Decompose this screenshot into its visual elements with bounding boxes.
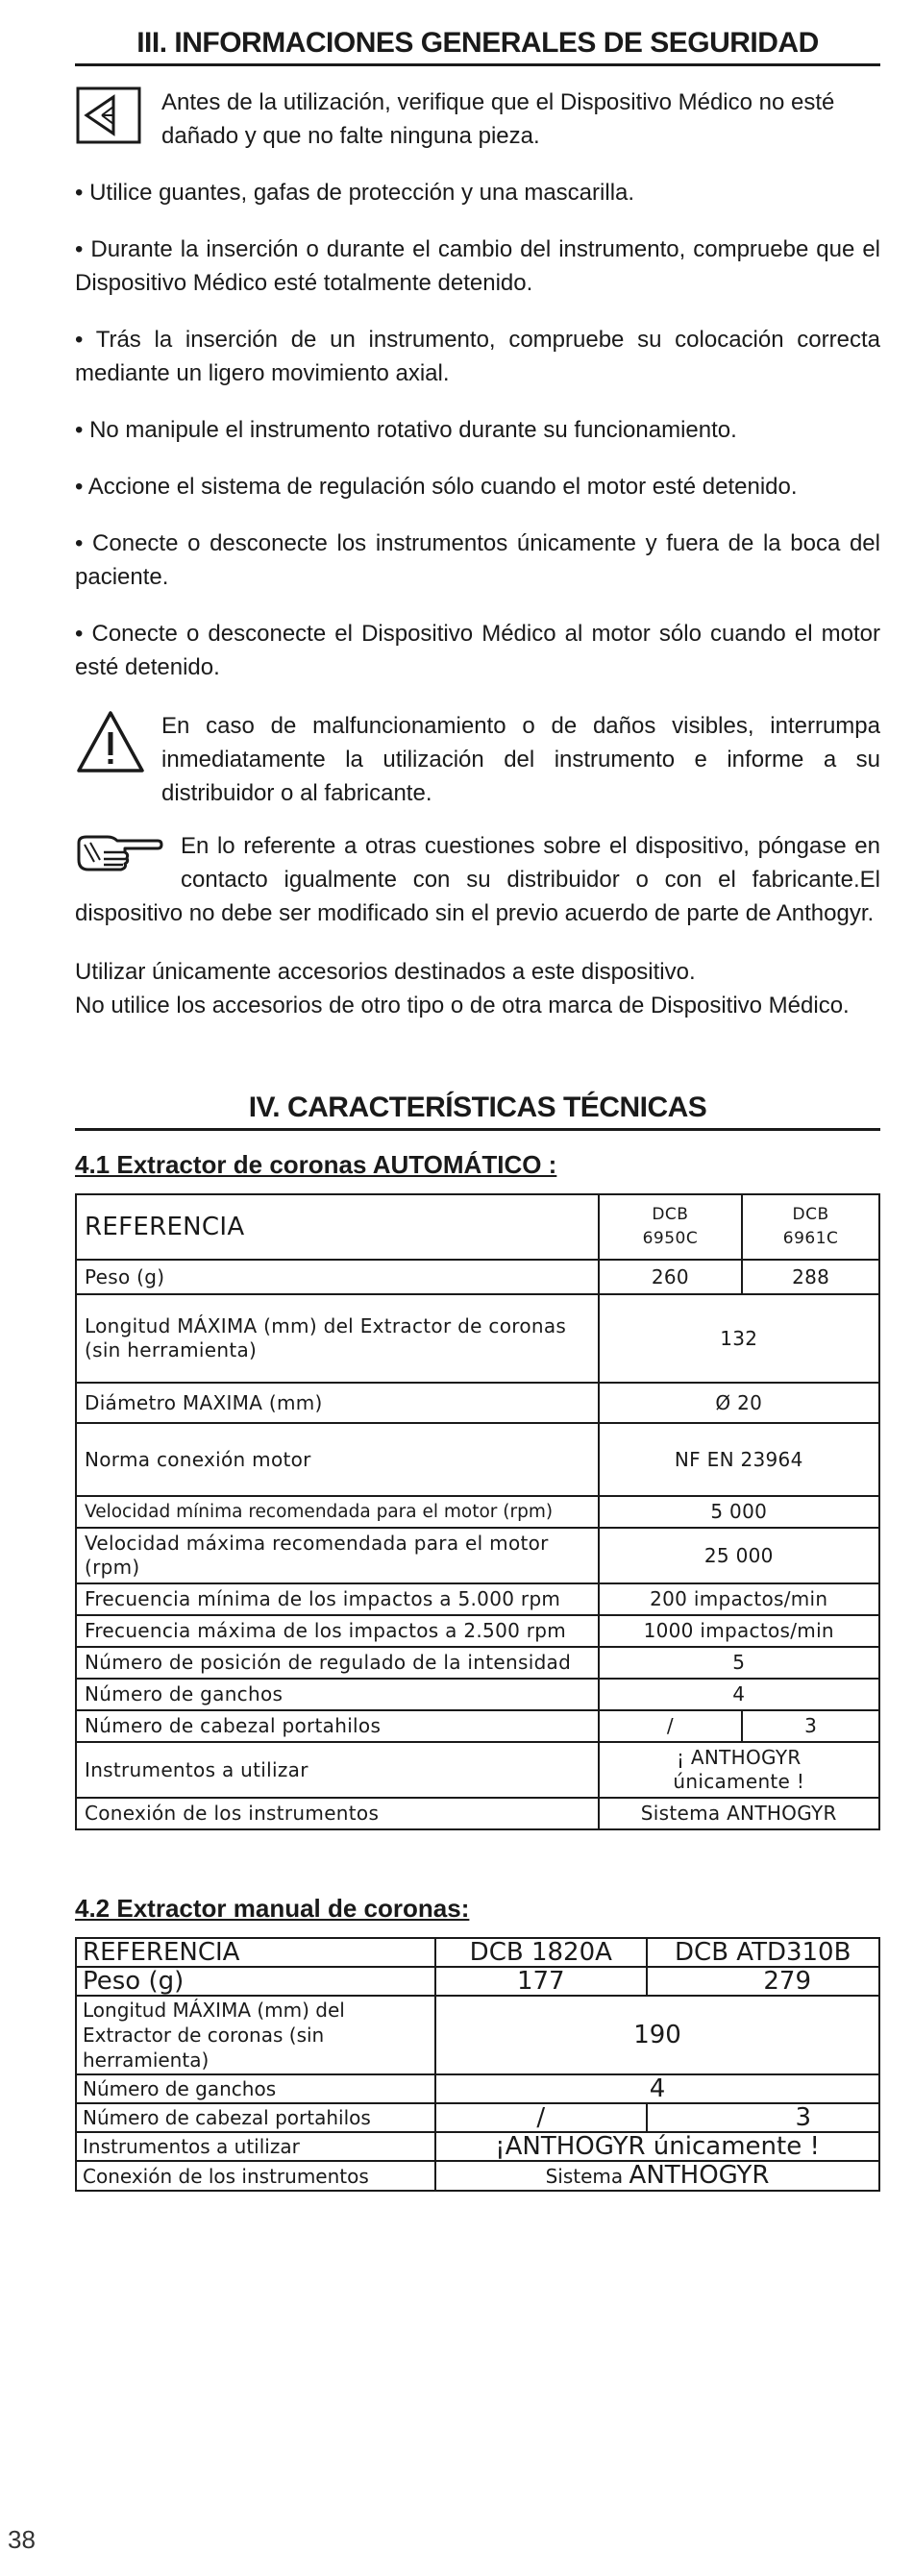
cabezal-a: /: [435, 2103, 646, 2132]
accessories-text: [75, 955, 880, 1022]
instrumentos-line-2: únicamente !: [673, 1770, 805, 1793]
fmin-value: 200 impactos/min: [599, 1583, 879, 1615]
instrumentos-label: Instrumentos a utilizar: [76, 1742, 599, 1798]
section-3-title: III. INFORMACIONES GENERALES DE SEGURIDAD: [75, 0, 880, 66]
vmin-label: Velocidad mínima recomendada para el motor (rpm): [76, 1496, 599, 1528]
intro-block: [75, 86, 880, 153]
table-row: [76, 1798, 879, 1829]
ref-label: REFERENCIA: [76, 1194, 599, 1260]
ref-a: [599, 1194, 743, 1260]
table-row: [76, 1294, 879, 1383]
table-row: [76, 1647, 879, 1679]
table-row: [76, 1423, 879, 1496]
npos-value: 5: [599, 1647, 879, 1679]
conexion-label: Conexión de los instrumentos: [76, 1798, 599, 1829]
instrumentos-value: ¡ANTHOGYR únicamente !: [435, 2132, 879, 2161]
table-row: [76, 1710, 879, 1742]
pointing-hand-icon: [75, 833, 163, 883]
table-row: [76, 1383, 879, 1423]
cabezal-label: Número de cabezal portahilos: [76, 1710, 599, 1742]
bullet-connect-instruments: • Conecte o desconecte los instrumentos únicamente y fuera de la boca del paciente.: [75, 530, 880, 590]
bullet-rotary: • No manipule el instrumento rotativo durante su funcionamiento.: [75, 417, 737, 443]
table-row: [76, 1742, 879, 1798]
warning-text: En caso de malfuncionamiento o de daños visibles, interrumpa inmediatamente la utilización del instrumento e informe a su distribuidor o al fabricante.: [161, 713, 880, 806]
table-row: [76, 2161, 879, 2191]
longitud-value: 132: [599, 1294, 879, 1383]
ref-b: [742, 1194, 879, 1260]
page-content: [75, 0, 880, 2192]
conexion-value: Sistema ANTHOGYR: [599, 1798, 879, 1829]
peso-b: 279: [647, 1967, 880, 1996]
norma-label: Norma conexión motor: [76, 1423, 599, 1496]
table-row: [76, 1260, 879, 1294]
diametro-value: Ø 20: [599, 1383, 879, 1423]
note-text: En lo referente a otras cuestiones sobre el dispositivo, póngase en contacto igualmente con su distribuidor o con el fabricante.El dispositivo no debe ser modificado sin el previo acuerdo de parte de Anthogyr.: [75, 833, 880, 926]
conexion-label: Conexión de los instrumentos: [76, 2161, 435, 2191]
manual-extractor-table: [75, 1937, 880, 2192]
bullet-gloves: • Utilice guantes, gafas de protección y una mascarilla.: [75, 180, 635, 206]
accessories-line-1: Utilizar únicamente accesorios destinados a este dispositivo.: [75, 959, 696, 985]
ref-b-line-1: DCB: [792, 1205, 829, 1224]
bullet-regulation: • Accione el sistema de regulación sólo cuando el motor esté detenido.: [75, 474, 798, 500]
bullet-connect-motor: • Conecte o desconecte el Dispositivo Médico al motor sólo cuando el motor esté detenido.: [75, 621, 880, 680]
conexion-value-1: Sistema: [545, 2165, 624, 2188]
section-4-title: IV. CARACTERÍSTICAS TÉCNICAS: [75, 1065, 880, 1131]
vmax-label: Velocidad máxima recomendada para el motor (rpm): [76, 1528, 599, 1583]
ref-label: REFERENCIA: [76, 1938, 435, 1967]
table-row: [76, 2132, 879, 2161]
longitud-label: Longitud MÁXIMA (mm) del Extractor de coronas (sin herramienta): [76, 1996, 435, 2074]
fmax-label: Frecuencia máxima de los impactos a 2.500 rpm: [76, 1615, 599, 1647]
subsection-4-1-title: 4.1 Extractor de coronas AUTOMÁTICO :: [75, 1150, 557, 1179]
vmin-value: 5 000: [599, 1496, 879, 1528]
accessories-line-2: No utilice los accesorios de otro tipo o de otra marca de Dispositivo Médico.: [75, 993, 850, 1018]
fmin-label: Frecuencia mínima de los impactos a 5.000 rpm: [76, 1583, 599, 1615]
diametro-label: Diámetro MAXIMA (mm): [76, 1383, 599, 1423]
ref-a-line-1: DCB: [652, 1205, 689, 1224]
table-row: [76, 1528, 879, 1583]
instrumentos-value: [599, 1742, 879, 1798]
instrumentos-line-1: ¡ ANTHOGYR: [676, 1746, 802, 1769]
subsection-4-2-title: 4.2 Extractor manual de coronas:: [75, 1894, 470, 1923]
note-block: [75, 829, 880, 930]
instrumentos-label: Instrumentos a utilizar: [76, 2132, 435, 2161]
table-row: [76, 1583, 879, 1615]
table-row: [76, 1996, 879, 2074]
intro-text: Antes de la utilización, verifique que el Dispositivo Médico no esté dañado y que no falte ninguna pieza.: [161, 89, 835, 149]
conexion-value-2: ANTHOGYR: [629, 2161, 770, 2190]
bullet-placement: • Trás la inserción de un instrumento, compruebe su colocación correcta mediante un ligero movimiento axial.: [75, 327, 880, 386]
ref-b-line-2: 6961C: [782, 1229, 839, 1248]
cabezal-b: 3: [647, 2103, 880, 2132]
ref-a: DCB 1820A: [435, 1938, 646, 1967]
table-row: [76, 1194, 879, 1260]
peso-label: Peso (g): [76, 1967, 435, 1996]
fmax-value: 1000 impactos/min: [599, 1615, 879, 1647]
bullet-insertion: • Durante la inserción o durante el cambio del instrumento, compruebe que el Dispositivo Médico esté totalmente detenido.: [75, 236, 880, 296]
vmax-value: 25 000: [599, 1528, 879, 1583]
peso-b: 288: [742, 1260, 879, 1294]
manual-book-icon: [75, 86, 142, 150]
peso-a: 260: [599, 1260, 743, 1294]
table-row: [76, 1679, 879, 1710]
ganchos-label: Número de ganchos: [76, 1679, 599, 1710]
cabezal-b: 3: [742, 1710, 879, 1742]
table-row: [76, 1496, 879, 1528]
conexion-value: [435, 2161, 879, 2191]
ref-a-line-2: 6950C: [642, 1229, 699, 1248]
automatic-extractor-table: [75, 1193, 880, 1830]
peso-a: 177: [435, 1967, 646, 1996]
ref-b: DCB ATD310B: [647, 1938, 880, 1967]
table-row: [76, 2074, 879, 2103]
ganchos-label: Número de ganchos: [76, 2074, 435, 2103]
page-number: 38: [8, 2525, 36, 2554]
ganchos-value: 4: [435, 2074, 879, 2103]
longitud-label: Longitud MÁXIMA (mm) del Extractor de coronas (sin herramienta): [76, 1294, 599, 1383]
table-row: [76, 1967, 879, 1996]
warning-triangle-icon: [75, 709, 146, 779]
norma-value: NF EN 23964: [599, 1423, 879, 1496]
npos-label: Número de posición de regulado de la intensidad: [76, 1647, 599, 1679]
longitud-value: 190: [435, 1996, 879, 2074]
peso-label: Peso (g): [76, 1260, 599, 1294]
table-row: [76, 1615, 879, 1647]
cabezal-label: Número de cabezal portahilos: [76, 2103, 435, 2132]
ganchos-value: 4: [599, 1679, 879, 1710]
cabezal-a: /: [599, 1710, 743, 1742]
warning-block: [75, 709, 880, 810]
table-row: [76, 2103, 879, 2132]
table-row: [76, 1938, 879, 1967]
